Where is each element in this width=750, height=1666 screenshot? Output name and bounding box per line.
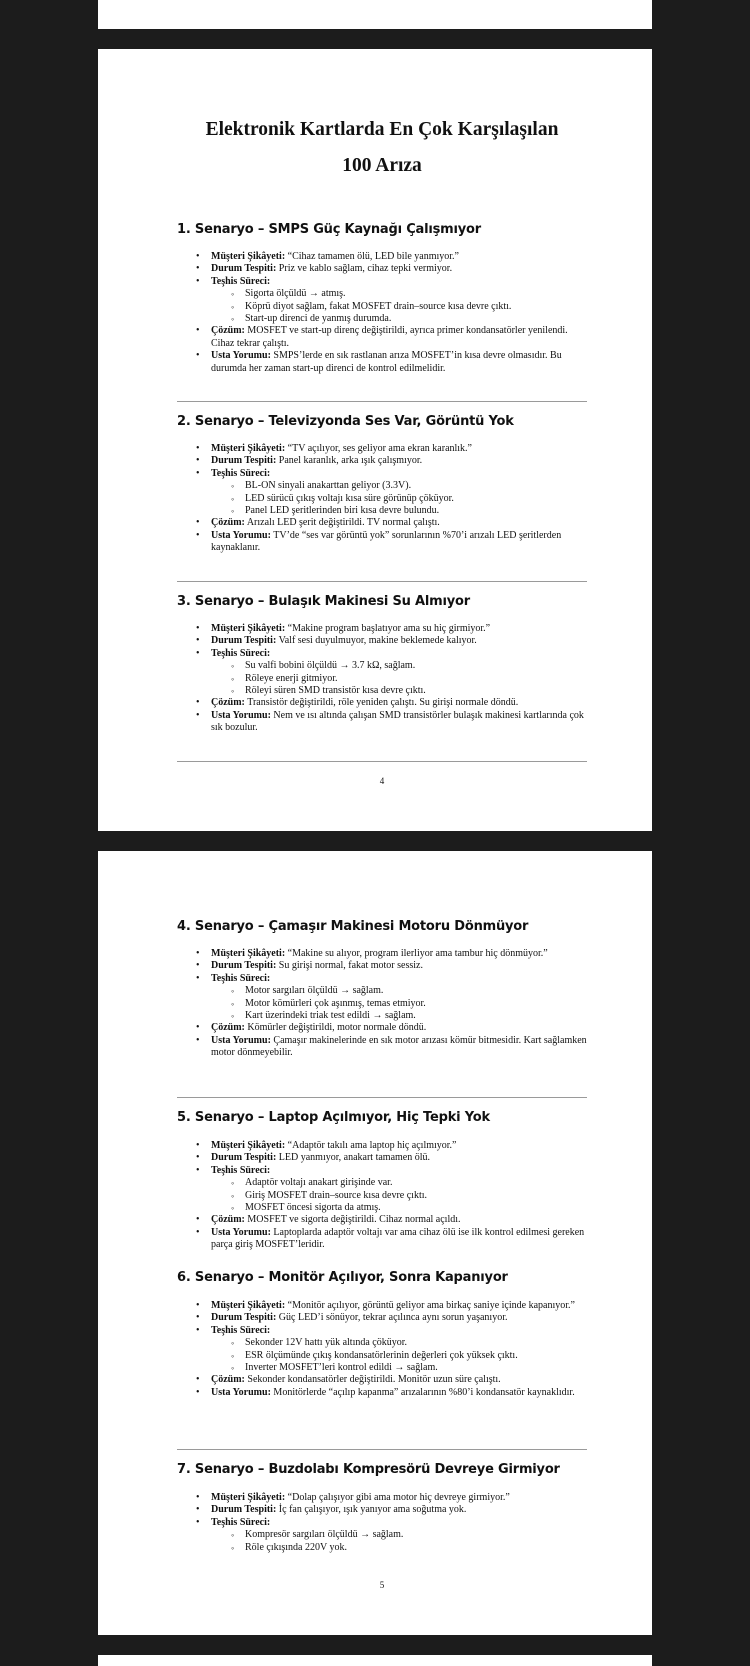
process-step: ◦ Köprü diyot sağlam, fakat MOSFET drain–source kısa devre çıktı.: [245, 301, 587, 313]
process-step: ◦ Sigorta ölçüldü → atmış.: [245, 288, 587, 300]
section-divider: [177, 1097, 587, 1098]
process-step: ◦ Sekonder 12V hattı yük altında çöküyor.: [245, 1337, 587, 1349]
section-heading: 2. Senaryo – Televizyonda Ses Var, Görüntü Yok: [177, 414, 514, 429]
process-item: • Teşhis Süreci: ◦ Sekonder 12V hattı yük altında çöküyor. ◦ ESR ölçümünde çıkış kondansatörlerinin değerleri çok yüksek çıktı. ◦ Inverter MOSFET’leri kontrol edildi → sağlam.: [211, 1325, 587, 1375]
section-heading: 4. Senaryo – Çamaşır Makinesi Motoru Dönmüyor: [177, 919, 529, 934]
section-divider: [177, 761, 587, 762]
document-title-line-2: 100 Arıza: [342, 155, 422, 176]
document-page-5: [98, 851, 652, 1635]
comment-item: • Usta Yorumu: Çamaşır makinelerinde en sık motor arızası kömür bitmesidir. Kart sağlamken motor dönmeyebilir.: [211, 1035, 587, 1060]
status-item: • Durum Tespiti: Panel karanlık, arka ışık çalışmıyor.: [211, 455, 587, 467]
section-divider: [177, 1449, 587, 1450]
process-item: • Teşhis Süreci: ◦ Motor sargıları ölçüldü → sağlam. ◦ Motor kömürleri çok aşınmış, temas etmiyor. ◦ Kart üzerindeki triak test edildi → sağlam.: [211, 973, 587, 1023]
section-list: [177, 1492, 587, 1554]
status-item: • Durum Tespiti: Su girişi normal, fakat motor sessiz.: [211, 960, 587, 972]
comment-item: • Usta Yorumu: TV’de “ses var görüntü yok” sorunlarının %70’i arızalı LED şeritlerden kaynaklanır.: [211, 530, 587, 555]
solution-item: • Çözüm: Sekonder kondansatörler değiştirildi. Monitör uzun süre çalıştı.: [211, 1374, 587, 1386]
comment-item: • Usta Yorumu: SMPS’lerde en sık rastlanan arıza MOSFET’in kısa devre olmasıdır. Bu durumda her zaman start-up direnci de kontrol edilmelidir.: [211, 350, 587, 375]
solution-item: • Çözüm: MOSFET ve start-up direnç değiştirildi, ayrıca primer kondansatörler yenilendi. Cihaz tekrar çalıştı.: [211, 325, 587, 350]
complaint-item: • Müşteri Şikâyeti: “Dolap çalışıyor gibi ama motor hiç devreye girmiyor.”: [211, 1492, 587, 1504]
complaint-item: • Müşteri Şikâyeti: “Cihaz tamamen ölü, LED bile yanmıyor.”: [211, 251, 587, 263]
comment-item: • Usta Yorumu: Laptoplarda adaptör voltajı var ama cihaz ölü ise ilk kontrol edilmesi gereken parça giriş MOSFET’leridir.: [211, 1227, 587, 1252]
process-item: • Teşhis Süreci: ◦ Su valfi bobini ölçüldü → 3.7 kΩ, sağlam. ◦ Röleye enerji gitmiyor. ◦ Röleyi süren SMD transistör kısa devre çıktı.: [211, 648, 587, 698]
complaint-item: • Müşteri Şikâyeti: “Makine program başlatıyor ama su hiç girmiyor.”: [211, 623, 587, 635]
process-step: ◦ Röle çıkışında 220V yok.: [245, 1542, 587, 1554]
process-step: ◦ LED sürücü çıkış voltajı kısa süre görünüp çöküyor.: [245, 493, 587, 505]
complaint-item: • Müşteri Şikâyeti: “Monitör açılıyor, görüntü geliyor ama birkaç saniye içinde kapanıyor.”: [211, 1300, 587, 1312]
section-heading: 5. Senaryo – Laptop Açılmıyor, Hiç Tepki Yok: [177, 1110, 490, 1125]
section-list: [177, 1140, 587, 1252]
process-step: ◦ ESR ölçümünde çıkış kondansatörlerinin değerleri çok yüksek çıktı.: [245, 1350, 587, 1362]
previous-page-fragment: [98, 0, 652, 29]
section-divider: [177, 581, 587, 582]
document-title-line-1: Elektronik Kartlarda En Çok Karşılaşılan: [205, 119, 559, 140]
process-step: ◦ Motor kömürleri çok aşınmış, temas etmiyor.: [245, 998, 587, 1010]
section-heading: 7. Senaryo – Buzdolabı Kompresörü Devreye Girmiyor: [177, 1462, 560, 1477]
status-item: • Durum Tespiti: Güç LED’i sönüyor, tekrar açılınca aynı sorun yaşanıyor.: [211, 1312, 587, 1324]
section-heading: 1. Senaryo – SMPS Güç Kaynağı Çalışmıyor: [177, 222, 481, 237]
next-page-fragment: [98, 1655, 652, 1666]
process-step: ◦ MOSFET öncesi sigorta da atmış.: [245, 1202, 587, 1214]
complaint-item: • Müşteri Şikâyeti: “TV açılıyor, ses geliyor ama ekran karanlık.”: [211, 443, 587, 455]
process-step: ◦ Adaptör voltajı anakart girişinde var.: [245, 1177, 587, 1189]
status-item: • Durum Tespiti: LED yanmıyor, anakart tamamen ölü.: [211, 1152, 587, 1164]
section-divider: [177, 401, 587, 402]
solution-item: • Çözüm: Arızalı LED şerit değiştirildi. TV normal çalıştı.: [211, 517, 587, 529]
section-list: [177, 1300, 587, 1399]
process-step: ◦ Panel LED şeritlerinden biri kısa devre bulundu.: [245, 505, 587, 517]
status-item: • Durum Tespiti: Priz ve kablo sağlam, cihaz tepki vermiyor.: [211, 263, 587, 275]
complaint-item: • Müşteri Şikâyeti: “Adaptör takılı ama laptop hiç açılmıyor.”: [211, 1140, 587, 1152]
comment-item: • Usta Yorumu: Monitörlerde “açılıp kapanma” arızalarının %80’i kondansatör kaynaklıdır.: [211, 1387, 587, 1399]
section-list: [177, 948, 587, 1060]
process-step: ◦ Start-up direnci de yanmış durumda.: [245, 313, 587, 325]
section-heading: 6. Senaryo – Monitör Açılıyor, Sonra Kapanıyor: [177, 1270, 508, 1285]
page-number: 4: [379, 776, 385, 786]
process-step: ◦ Motor sargıları ölçüldü → sağlam.: [245, 985, 587, 997]
solution-item: • Çözüm: Kömürler değiştirildi, motor normale döndü.: [211, 1022, 587, 1034]
status-item: • Durum Tespiti: İç fan çalışıyor, ışık yanıyor ama soğutma yok.: [211, 1504, 587, 1516]
solution-item: • Çözüm: Transistör değiştirildi, röle yeniden çalıştı. Su girişi normale döndü.: [211, 697, 587, 709]
status-item: • Durum Tespiti: Valf sesi duyulmuyor, makine beklemede kalıyor.: [211, 635, 587, 647]
document-page-4: [98, 49, 652, 831]
process-step: ◦ Kompresör sargıları ölçüldü → sağlam.: [245, 1529, 587, 1541]
comment-item: • Usta Yorumu: Nem ve ısı altında çalışan SMD transistörler bulaşık makinesi kartlarında çok sık bozulur.: [211, 710, 587, 735]
process-step: ◦ Inverter MOSFET’leri kontrol edildi → sağlam.: [245, 1362, 587, 1374]
process-step: ◦ Röleye enerji gitmiyor.: [245, 673, 587, 685]
process-step: ◦ BL-ON sinyali anakarttan geliyor (3.3V).: [245, 480, 587, 492]
process-item: • Teşhis Süreci: ◦ Sigorta ölçüldü → atmış. ◦ Köprü diyot sağlam, fakat MOSFET drain–source kısa devre çıktı. ◦ Start-up direnci de yanmış durumda.: [211, 276, 587, 326]
solution-item: • Çözüm: MOSFET ve sigorta değiştirildi. Cihaz normal açıldı.: [211, 1214, 587, 1226]
process-step: ◦ Kart üzerindeki triak test edildi → sağlam.: [245, 1010, 587, 1022]
process-step: ◦ Röleyi süren SMD transistör kısa devre çıktı.: [245, 685, 587, 697]
process-item: • Teşhis Süreci: ◦ BL-ON sinyali anakarttan geliyor (3.3V). ◦ LED sürücü çıkış voltajı kısa süre görünüp çöküyor. ◦ Panel LED şeritlerinden biri kısa devre bulundu.: [211, 468, 587, 518]
section-list: [177, 251, 587, 375]
complaint-item: • Müşteri Şikâyeti: “Makine su alıyor, program ilerliyor ama tambur hiç dönmüyor.”: [211, 948, 587, 960]
section-list: [177, 443, 587, 555]
process-step: ◦ Giriş MOSFET drain–source kısa devre çıktı.: [245, 1190, 587, 1202]
process-step: ◦ Su valfi bobini ölçüldü → 3.7 kΩ, sağlam.: [245, 660, 587, 672]
process-item: • Teşhis Süreci: ◦ Adaptör voltajı anakart girişinde var. ◦ Giriş MOSFET drain–source kısa devre çıktı. ◦ MOSFET öncesi sigorta da atmış.: [211, 1165, 587, 1215]
process-item: • Teşhis Süreci: ◦ Kompresör sargıları ölçüldü → sağlam. ◦ Röle çıkışında 220V yok.: [211, 1517, 587, 1554]
section-heading: 3. Senaryo – Bulaşık Makinesi Su Almıyor: [177, 594, 470, 609]
section-list: [177, 623, 587, 735]
page-number: 5: [379, 1580, 385, 1590]
